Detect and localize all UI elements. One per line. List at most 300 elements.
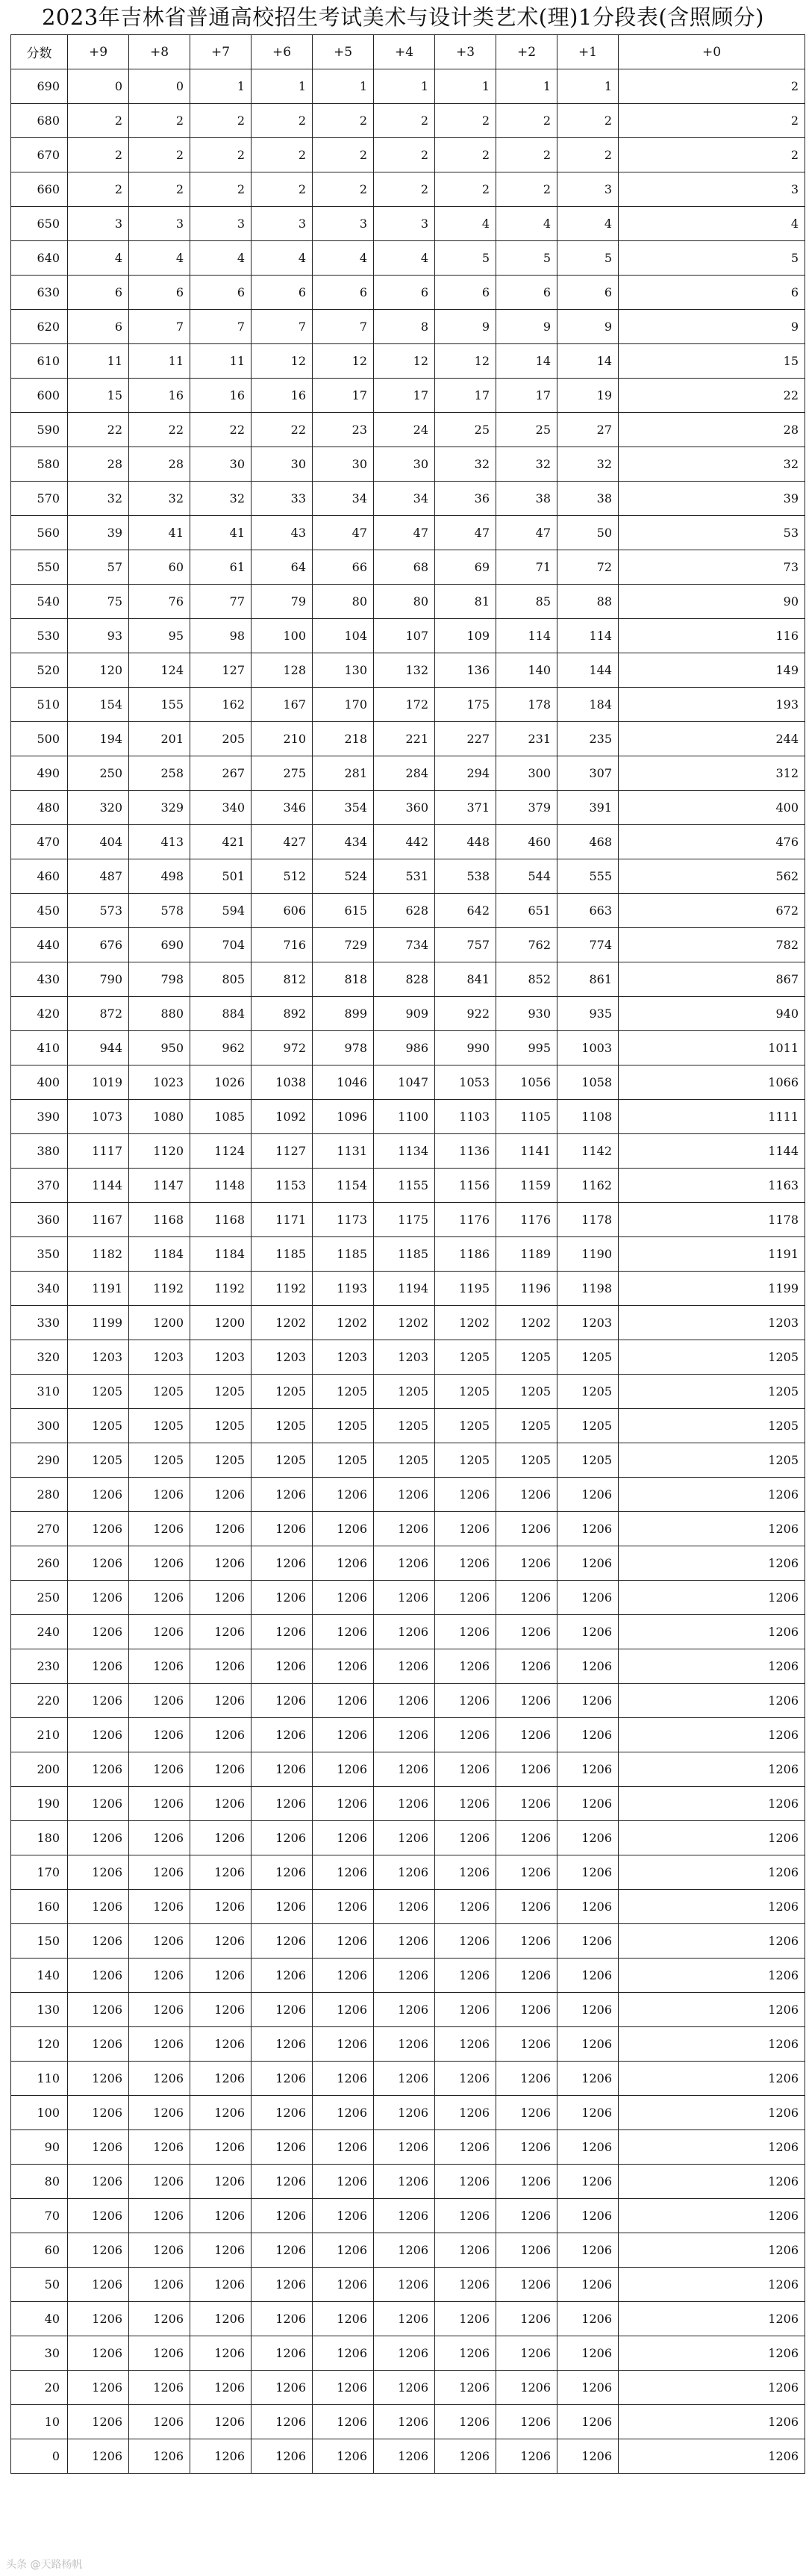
count-cell: 28: [129, 447, 190, 482]
count-cell: 1206: [435, 2336, 496, 2371]
count-cell: 28: [619, 413, 805, 447]
count-cell: 231: [496, 722, 557, 756]
count-cell: 1206: [129, 1752, 190, 1787]
count-cell: 1206: [129, 2268, 190, 2302]
count-cell: 1: [313, 69, 374, 104]
count-cell: 1206: [313, 2439, 374, 2474]
count-cell: 4: [313, 241, 374, 276]
count-cell: 39: [68, 516, 129, 550]
count-cell: 1206: [313, 2405, 374, 2439]
count-cell: 2: [313, 172, 374, 207]
count-cell: 1206: [374, 1684, 435, 1718]
count-cell: 978: [313, 1031, 374, 1065]
count-cell: 1205: [557, 1409, 619, 1443]
count-cell: 1206: [313, 1752, 374, 1787]
count-cell: 1189: [496, 1237, 557, 1272]
count-cell: 1206: [313, 2062, 374, 2096]
count-cell: 1206: [619, 2268, 805, 2302]
column-header: +9: [68, 35, 129, 69]
count-cell: 1185: [313, 1237, 374, 1272]
count-cell: 1205: [129, 1443, 190, 1478]
count-cell: 1176: [496, 1203, 557, 1237]
count-cell: 762: [496, 928, 557, 962]
count-cell: 81: [435, 585, 496, 619]
count-cell: 354: [313, 791, 374, 825]
table-row: [11, 997, 805, 1031]
score-cell: 360: [11, 1203, 68, 1237]
count-cell: 1173: [313, 1203, 374, 1237]
count-cell: 1206: [435, 2233, 496, 2268]
count-cell: 312: [619, 756, 805, 791]
score-cell: 680: [11, 104, 68, 138]
count-cell: 1206: [557, 1581, 619, 1615]
count-cell: 1206: [68, 1581, 129, 1615]
count-cell: 17: [496, 379, 557, 413]
count-cell: 1206: [313, 1718, 374, 1752]
count-cell: 1206: [619, 2371, 805, 2405]
table-row: [11, 104, 805, 138]
score-cell: 490: [11, 756, 68, 791]
count-cell: 1206: [129, 2302, 190, 2336]
count-cell: 14: [496, 344, 557, 379]
count-cell: 360: [374, 791, 435, 825]
count-cell: 1206: [557, 1615, 619, 1649]
count-cell: 2: [496, 138, 557, 172]
count-cell: 1141: [496, 1134, 557, 1169]
count-cell: 1206: [252, 1821, 313, 1855]
table-row: [11, 379, 805, 413]
count-cell: 413: [129, 825, 190, 859]
count-cell: 25: [496, 413, 557, 447]
count-cell: 1206: [435, 1718, 496, 1752]
count-cell: 782: [619, 928, 805, 962]
count-cell: 7: [129, 310, 190, 344]
count-cell: 1206: [313, 1924, 374, 1959]
count-cell: 1206: [129, 1821, 190, 1855]
count-cell: 5: [619, 241, 805, 276]
count-cell: 4: [252, 241, 313, 276]
count-cell: 1206: [619, 1718, 805, 1752]
count-cell: 861: [557, 962, 619, 997]
count-cell: 1206: [313, 1649, 374, 1684]
count-cell: 167: [252, 688, 313, 722]
score-cell: 90: [11, 2130, 68, 2165]
count-cell: 1206: [252, 1924, 313, 1959]
count-cell: 672: [619, 894, 805, 928]
count-cell: 1155: [374, 1169, 435, 1203]
count-cell: 109: [435, 619, 496, 653]
table-row: [11, 69, 805, 104]
table-row: [11, 1855, 805, 1890]
count-cell: 1206: [190, 2371, 252, 2405]
count-cell: 841: [435, 962, 496, 997]
table-row: [11, 1787, 805, 1821]
count-cell: 1206: [374, 2233, 435, 2268]
count-cell: 1: [557, 69, 619, 104]
count-cell: 1206: [374, 1787, 435, 1821]
count-cell: 124: [129, 653, 190, 688]
score-cell: 560: [11, 516, 68, 550]
count-cell: 7: [313, 310, 374, 344]
score-cell: 610: [11, 344, 68, 379]
score-cell: 0: [11, 2439, 68, 2474]
table-row: [11, 2062, 805, 2096]
count-cell: 71: [496, 550, 557, 585]
count-cell: 524: [313, 859, 374, 894]
count-cell: 1206: [435, 2096, 496, 2130]
count-cell: 1205: [374, 1443, 435, 1478]
column-header: +3: [435, 35, 496, 69]
count-cell: 1: [252, 69, 313, 104]
count-cell: 34: [374, 482, 435, 516]
table-row: [11, 310, 805, 344]
count-cell: 1198: [557, 1272, 619, 1306]
count-cell: 1206: [496, 1787, 557, 1821]
count-cell: 1206: [190, 1752, 252, 1787]
count-cell: 1206: [252, 2371, 313, 2405]
count-cell: 30: [252, 447, 313, 482]
count-cell: 77: [190, 585, 252, 619]
count-cell: 1206: [190, 2027, 252, 2062]
count-cell: 501: [190, 859, 252, 894]
count-cell: 1205: [313, 1443, 374, 1478]
count-cell: 1206: [496, 1718, 557, 1752]
count-cell: 9: [619, 310, 805, 344]
count-cell: 1203: [129, 1340, 190, 1375]
count-cell: 2: [435, 172, 496, 207]
count-cell: 154: [68, 688, 129, 722]
count-cell: 1206: [619, 2439, 805, 2474]
count-cell: 1206: [129, 2336, 190, 2371]
count-cell: 1206: [190, 1581, 252, 1615]
count-cell: 1206: [252, 1512, 313, 1546]
table-row: [11, 2268, 805, 2302]
table-row: [11, 1478, 805, 1512]
count-cell: 170: [313, 688, 374, 722]
count-cell: 201: [129, 722, 190, 756]
count-cell: 1171: [252, 1203, 313, 1237]
count-cell: 1206: [68, 1855, 129, 1890]
table-row: [11, 1512, 805, 1546]
table-row: [11, 2096, 805, 2130]
count-cell: 663: [557, 894, 619, 928]
count-cell: 1206: [619, 1615, 805, 1649]
table-row: [11, 550, 805, 585]
count-cell: 1206: [557, 1752, 619, 1787]
count-cell: 1206: [129, 2405, 190, 2439]
count-cell: 1: [374, 69, 435, 104]
score-cell: 450: [11, 894, 68, 928]
count-cell: 1206: [68, 2165, 129, 2199]
count-cell: 80: [374, 585, 435, 619]
count-cell: 950: [129, 1031, 190, 1065]
count-cell: 3: [252, 207, 313, 241]
count-cell: 798: [129, 962, 190, 997]
count-cell: 1206: [557, 1855, 619, 1890]
count-cell: 250: [68, 756, 129, 791]
count-cell: 2: [190, 172, 252, 207]
count-cell: 32: [129, 482, 190, 516]
count-cell: 9: [435, 310, 496, 344]
count-cell: 1206: [435, 1855, 496, 1890]
count-cell: 1206: [190, 1478, 252, 1512]
count-cell: 1200: [190, 1306, 252, 1340]
count-cell: 0: [129, 69, 190, 104]
score-cell: 120: [11, 2027, 68, 2062]
count-cell: 1192: [129, 1272, 190, 1306]
count-cell: 1205: [190, 1375, 252, 1409]
count-cell: 1206: [190, 1684, 252, 1718]
table-row: [11, 2371, 805, 2405]
count-cell: 1206: [435, 1959, 496, 1993]
count-cell: 25: [435, 413, 496, 447]
count-cell: 3: [374, 207, 435, 241]
count-cell: 1206: [68, 1478, 129, 1512]
count-cell: 1206: [129, 1855, 190, 1890]
count-cell: 1191: [68, 1272, 129, 1306]
count-cell: 2: [619, 104, 805, 138]
count-cell: 57: [68, 550, 129, 585]
count-cell: 676: [68, 928, 129, 962]
count-cell: 1206: [68, 2199, 129, 2233]
count-cell: 1206: [129, 1649, 190, 1684]
count-cell: 2: [374, 172, 435, 207]
count-cell: 1206: [374, 2405, 435, 2439]
count-cell: 544: [496, 859, 557, 894]
table-row: [11, 1272, 805, 1306]
count-cell: 33: [252, 482, 313, 516]
count-cell: 1206: [496, 2439, 557, 2474]
count-cell: 1206: [496, 2371, 557, 2405]
count-cell: 1206: [190, 2130, 252, 2165]
count-cell: 140: [496, 653, 557, 688]
column-header: +6: [252, 35, 313, 69]
table-row: [11, 1065, 805, 1100]
count-cell: 1206: [252, 1546, 313, 1581]
column-header: +2: [496, 35, 557, 69]
count-cell: 2: [129, 172, 190, 207]
table-row: [11, 1237, 805, 1272]
count-cell: 1206: [619, 1855, 805, 1890]
count-cell: 7: [252, 310, 313, 344]
score-cell: 540: [11, 585, 68, 619]
score-cell: 40: [11, 2302, 68, 2336]
table-row: [11, 585, 805, 619]
count-cell: 1206: [129, 2130, 190, 2165]
count-cell: 1206: [252, 1855, 313, 1890]
count-cell: 1206: [496, 1959, 557, 1993]
count-cell: 1206: [374, 1546, 435, 1581]
count-cell: 12: [374, 344, 435, 379]
count-cell: 1206: [557, 1649, 619, 1684]
table-row: [11, 1340, 805, 1375]
count-cell: 1156: [435, 1169, 496, 1203]
score-cell: 310: [11, 1375, 68, 1409]
count-cell: 1206: [619, 2336, 805, 2371]
table-row: [11, 1306, 805, 1340]
count-cell: 6: [129, 276, 190, 310]
count-cell: 1205: [435, 1409, 496, 1443]
count-cell: 1206: [313, 2302, 374, 2336]
score-cell: 100: [11, 2096, 68, 2130]
count-cell: 1206: [68, 2062, 129, 2096]
count-cell: 1206: [557, 2165, 619, 2199]
count-cell: 1: [190, 69, 252, 104]
count-cell: 1192: [252, 1272, 313, 1306]
count-cell: 75: [68, 585, 129, 619]
count-cell: 1206: [557, 2096, 619, 2130]
count-cell: 3: [313, 207, 374, 241]
count-cell: 1206: [252, 2199, 313, 2233]
count-cell: 30: [374, 447, 435, 482]
count-cell: 1206: [619, 2130, 805, 2165]
count-cell: 4: [619, 207, 805, 241]
count-cell: 1205: [313, 1409, 374, 1443]
column-header: +1: [557, 35, 619, 69]
count-cell: 47: [313, 516, 374, 550]
count-cell: 1206: [496, 1512, 557, 1546]
score-cell: 660: [11, 172, 68, 207]
count-cell: 1175: [374, 1203, 435, 1237]
count-cell: 1206: [190, 1512, 252, 1546]
count-cell: 60: [129, 550, 190, 585]
score-cell: 330: [11, 1306, 68, 1340]
count-cell: 1120: [129, 1134, 190, 1169]
count-cell: 1108: [557, 1100, 619, 1134]
score-cell: 80: [11, 2165, 68, 2199]
score-cell: 390: [11, 1100, 68, 1134]
count-cell: 4: [557, 207, 619, 241]
count-cell: 1203: [557, 1306, 619, 1340]
count-cell: 1205: [252, 1409, 313, 1443]
count-cell: 1206: [435, 1581, 496, 1615]
count-cell: 1206: [252, 2268, 313, 2302]
count-cell: 1047: [374, 1065, 435, 1100]
count-cell: 573: [68, 894, 129, 928]
watermark: 头条 @天路杨帆: [6, 2559, 83, 2571]
count-cell: 90: [619, 585, 805, 619]
table-row: [11, 241, 805, 276]
count-cell: 379: [496, 791, 557, 825]
count-cell: 1206: [619, 2096, 805, 2130]
count-cell: 1178: [619, 1203, 805, 1237]
count-cell: 47: [374, 516, 435, 550]
table-row: [11, 1581, 805, 1615]
count-cell: 1206: [190, 1855, 252, 1890]
score-cell: 110: [11, 2062, 68, 2096]
count-cell: 1206: [374, 1649, 435, 1684]
count-cell: 4: [374, 241, 435, 276]
count-cell: 1206: [190, 1959, 252, 1993]
count-cell: 909: [374, 997, 435, 1031]
table-row: [11, 1375, 805, 1409]
count-cell: 790: [68, 962, 129, 997]
count-cell: 1206: [68, 1821, 129, 1855]
count-cell: 2: [435, 138, 496, 172]
count-cell: 1184: [190, 1237, 252, 1272]
count-cell: 828: [374, 962, 435, 997]
count-cell: 1206: [252, 2439, 313, 2474]
score-cell: 550: [11, 550, 68, 585]
count-cell: 757: [435, 928, 496, 962]
score-cell: 210: [11, 1718, 68, 1752]
count-cell: 1203: [374, 1340, 435, 1375]
count-cell: 716: [252, 928, 313, 962]
count-cell: 24: [374, 413, 435, 447]
count-cell: 267: [190, 756, 252, 791]
count-cell: 972: [252, 1031, 313, 1065]
table-row: [11, 688, 805, 722]
count-cell: 1206: [190, 2336, 252, 2371]
count-cell: 1206: [190, 1924, 252, 1959]
count-cell: 32: [190, 482, 252, 516]
count-cell: 1206: [129, 2439, 190, 2474]
count-cell: 1206: [68, 1924, 129, 1959]
count-cell: 1206: [496, 2027, 557, 2062]
score-cell: 620: [11, 310, 68, 344]
count-cell: 1206: [374, 2062, 435, 2096]
count-cell: 774: [557, 928, 619, 962]
table-row: [11, 928, 805, 962]
count-cell: 172: [374, 688, 435, 722]
count-cell: 1206: [190, 1787, 252, 1821]
table-row: [11, 482, 805, 516]
count-cell: 1206: [313, 1512, 374, 1546]
count-cell: 421: [190, 825, 252, 859]
count-cell: 6: [68, 310, 129, 344]
count-cell: 1206: [313, 1478, 374, 1512]
count-cell: 1206: [435, 1512, 496, 1546]
count-cell: 1206: [435, 1787, 496, 1821]
count-cell: 1206: [190, 2405, 252, 2439]
count-cell: 1206: [252, 2096, 313, 2130]
count-cell: 1206: [68, 2405, 129, 2439]
count-cell: 11: [190, 344, 252, 379]
count-cell: 1206: [374, 2130, 435, 2165]
count-cell: 1206: [129, 1546, 190, 1581]
count-cell: 1206: [435, 2130, 496, 2165]
count-cell: 1003: [557, 1031, 619, 1065]
count-cell: 1202: [374, 1306, 435, 1340]
table-row: [11, 413, 805, 447]
count-cell: 1206: [190, 1890, 252, 1924]
count-cell: 1195: [435, 1272, 496, 1306]
count-cell: 2: [252, 172, 313, 207]
count-cell: 1206: [374, 2336, 435, 2371]
table-row: [11, 1031, 805, 1065]
count-cell: 2: [557, 138, 619, 172]
count-cell: 88: [557, 585, 619, 619]
table-row: [11, 756, 805, 791]
count-cell: 498: [129, 859, 190, 894]
table-row: [11, 1443, 805, 1478]
table-body: [11, 69, 805, 2474]
count-cell: 320: [68, 791, 129, 825]
table-header: [11, 35, 805, 69]
count-cell: 1205: [252, 1443, 313, 1478]
score-cell: 400: [11, 1065, 68, 1100]
count-cell: 1206: [190, 1649, 252, 1684]
count-cell: 1206: [252, 2302, 313, 2336]
count-cell: 651: [496, 894, 557, 928]
table-row: [11, 1684, 805, 1718]
count-cell: 1206: [557, 1993, 619, 2027]
table-row: [11, 2336, 805, 2371]
count-cell: 1194: [374, 1272, 435, 1306]
column-header-score: 分数: [11, 35, 68, 69]
count-cell: 38: [496, 482, 557, 516]
count-cell: 1206: [435, 2165, 496, 2199]
